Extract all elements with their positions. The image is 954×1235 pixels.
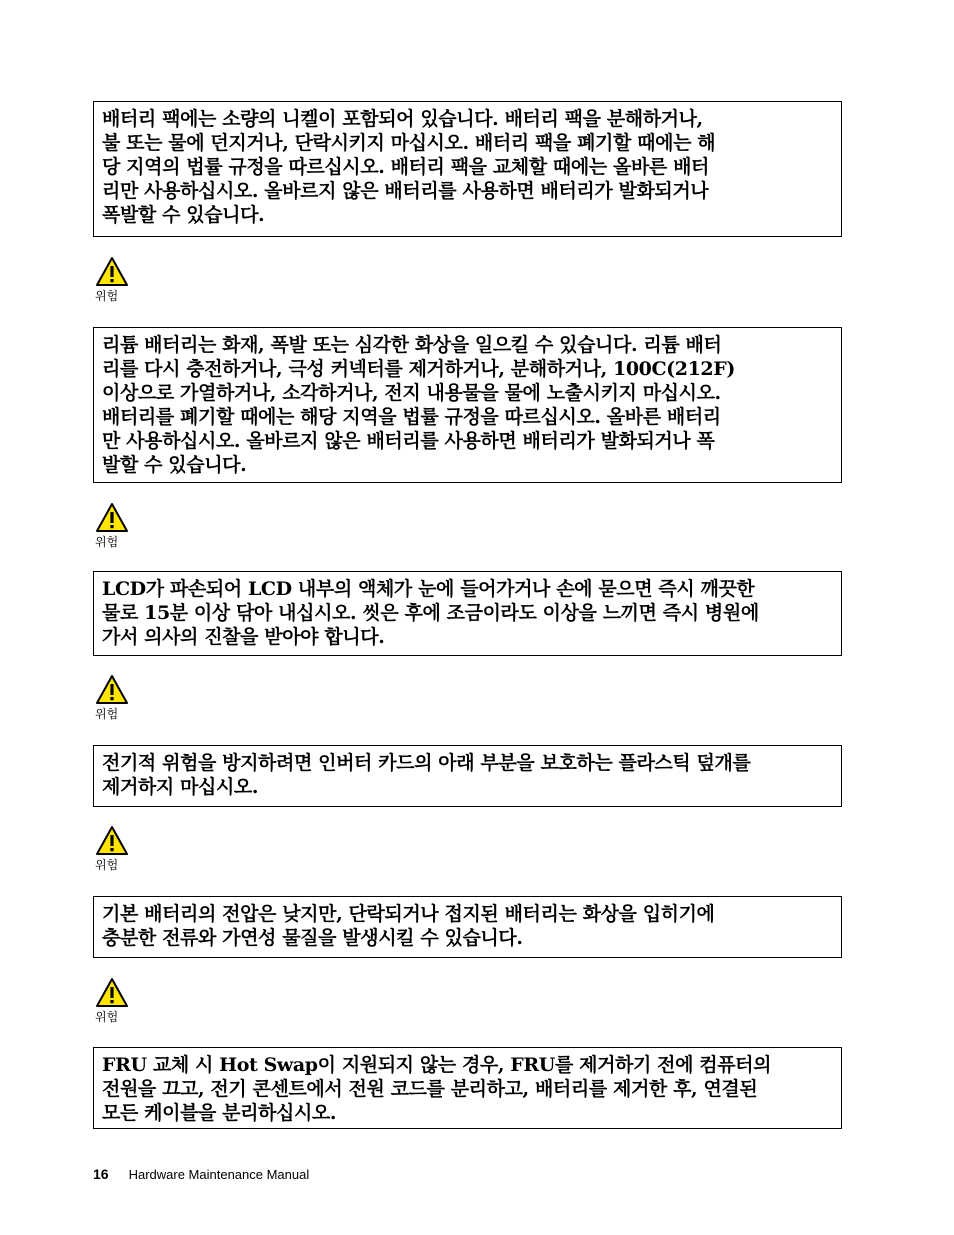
danger-notice	[95, 502, 135, 549]
warning-triangle-icon	[95, 256, 129, 287]
danger-notice	[95, 256, 135, 303]
warning-line: FRU 교체 시 Hot Swap이 지원되지 않는 경우, FRU를 제거하기 전에 컴퓨터의	[102, 1054, 772, 1076]
danger-notice	[95, 977, 135, 1024]
warning-box-lcd-liquid	[93, 571, 842, 656]
warning-box-backup-battery	[93, 896, 842, 958]
warning-line: 기본 배터리의 전압은 낮지만, 단락되거나 접지된 배터리는 화상을 입히기에	[102, 903, 715, 925]
warning-line: 리만 사용하십시오. 올바르지 않은 배터리를 사용하면 배터리가 발화되거나	[102, 180, 709, 202]
warning-line: 충분한 전류와 가연성 물질을 발생시킬 수 있습니다.	[102, 927, 523, 949]
warning-triangle-icon	[95, 502, 129, 533]
warning-line: 전원을 끄고, 전기 콘센트에서 전원 코드를 분리하고, 배터리를 제거한 후, 연결된	[102, 1078, 758, 1100]
danger-label: 위험	[95, 289, 119, 303]
page-number: 16	[93, 1166, 109, 1182]
warning-box-fru-hot-swap	[93, 1047, 842, 1129]
warning-line: 배터리 팩에는 소량의 니켈이 포함되어 있습니다. 배터리 팩을 분해하거나,	[102, 108, 703, 130]
warning-line: 배터리를 폐기할 때에는 해당 지역을 법률 규정을 따르십시오. 올바른 배터리	[102, 406, 721, 428]
warning-line: 만 사용하십시오. 올바르지 않은 배터리를 사용하면 배터리가 발화되거나 폭	[102, 430, 715, 452]
warning-line: LCD가 파손되어 LCD 내부의 액체가 눈에 들어가거나 손에 묻으면 즉시 깨끗한	[102, 578, 755, 600]
page-footer	[93, 1166, 309, 1186]
warning-line: 불 또는 물에 던지거나, 단락시키지 마십시오. 배터리 팩을 폐기할 때에는 해	[102, 132, 716, 154]
danger-label: 위험	[95, 535, 119, 549]
warning-box-lithium-battery	[93, 327, 842, 483]
warning-box-inverter-cover	[93, 745, 842, 807]
warning-triangle-icon	[95, 674, 129, 705]
warning-line: 이상으로 가열하거나, 소각하거나, 전지 내용물을 물에 노출시키지 마십시오.	[102, 382, 721, 404]
warning-line: 전기적 위험을 방지하려면 인버터 카드의 아래 부분을 보호하는 플라스틱 덮개를	[102, 752, 751, 774]
warning-triangle-icon	[95, 977, 129, 1008]
danger-label: 위험	[95, 858, 119, 872]
warning-line: 가서 의사의 진찰을 받아야 합니다.	[102, 626, 385, 648]
danger-notice	[95, 674, 135, 721]
warning-line: 제거하지 마십시오.	[102, 776, 259, 798]
danger-label: 위험	[95, 1010, 119, 1024]
manual-title: Hardware Maintenance Manual	[128, 1167, 310, 1182]
warning-line: 모든 케이블을 분리하십시오.	[102, 1102, 337, 1124]
warning-line: 폭발할 수 있습니다.	[102, 204, 265, 226]
warning-box-nickel-battery	[93, 101, 842, 237]
warning-triangle-icon	[95, 825, 129, 856]
warning-line: 리튬 배터리는 화재, 폭발 또는 심각한 화상을 일으킬 수 있습니다. 리튬 배터	[102, 334, 722, 356]
danger-label: 위험	[95, 707, 119, 721]
danger-notice	[95, 825, 135, 872]
warning-line: 물로 15분 이상 닦아 내십시오. 씻은 후에 조금이라도 이상을 느끼면 즉시 병원에	[102, 602, 759, 624]
warning-line: 발할 수 있습니다.	[102, 454, 247, 476]
warning-line: 당 지역의 법률 규정을 따르십시오. 배터리 팩을 교체할 때에는 올바른 배터	[102, 156, 709, 178]
warning-line: 리를 다시 충전하거나, 극성 커넥터를 제거하거나, 분해하거나, 100C(212F)	[102, 358, 735, 380]
